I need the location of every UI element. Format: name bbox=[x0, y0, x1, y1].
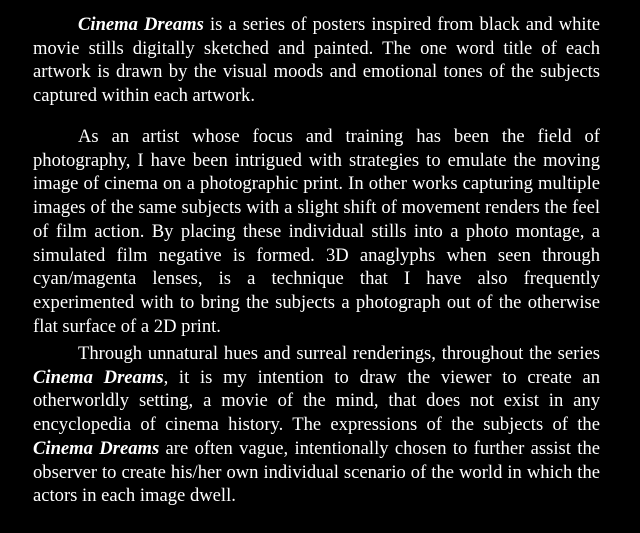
paragraph-text: is a series of posters inspired from black and white movie stills digitally sketched and painted. The one word title of each artwork is drawn by the visual moods and emotional tones of the subjects captured within each artwork. bbox=[33, 14, 601, 107]
paragraph-intro bbox=[33, 13, 600, 108]
paragraph-text: Through unnatural hues and surreal renderings, throughout the series bbox=[78, 343, 600, 364]
series-title: Cinema Dreams bbox=[33, 366, 164, 388]
paragraph-text: are often vague, intentionally chosen to further assist the observer to create his/her own individual scenario of the world in which the actors in each image dwell. bbox=[33, 437, 600, 507]
paragraph-text: As an artist whose focus and training has been the field of photography, I have been intrigued with strategies to emulate the moving image of cinema on a photographic print. In other works capturing multiple images of the same subjects with a slight shift of movement renders the feel of film action. By placing these individual stills into a photo montage, a simulated film negative is formed. 3D anaglyphs when seen through cyan/magenta lenses, is a technique that I have also frequently experimented with to bring the subjects a photograph out of the otherwise flat surface of a 2D print. bbox=[33, 126, 600, 337]
series-title: Cinema Dreams bbox=[78, 14, 204, 35]
paragraph-text: , it is my intention to draw the viewer to create an otherworldly setting, a movie of the mind, that does not exist in any encyclopedia of cinema history. The expressions of the subjects of the bbox=[33, 366, 601, 436]
paragraph-artist-background bbox=[33, 125, 600, 338]
paragraph-intention bbox=[33, 342, 600, 508]
series-title: Cinema Dreams bbox=[33, 437, 160, 459]
